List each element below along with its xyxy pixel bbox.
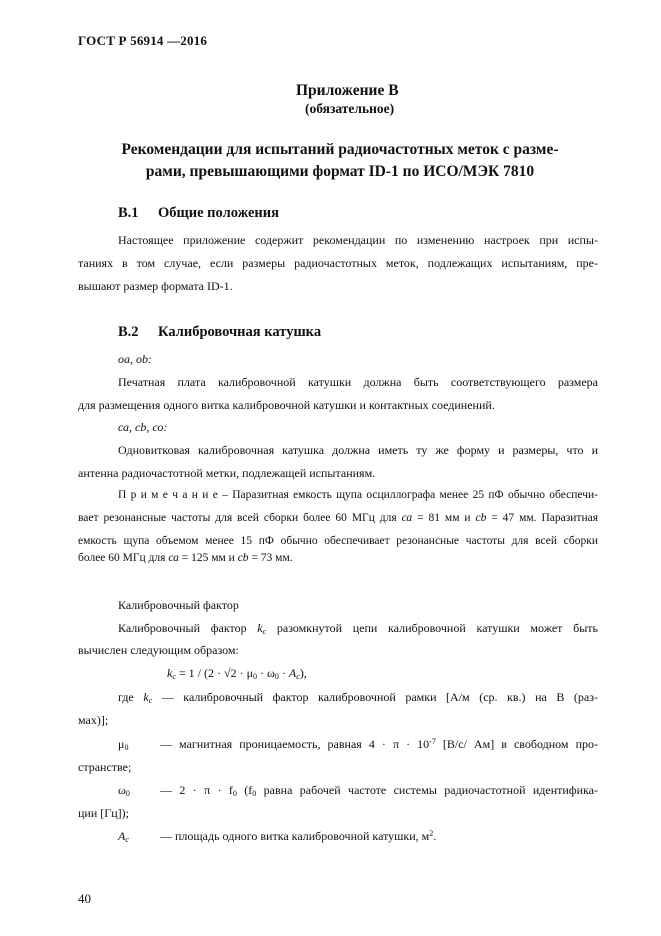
formula-kc: $k_c = 1 / (2 \cdot √2 \cdot \mu_0 \cdot \omega_0 \cdot A_c)$, [167, 666, 307, 681]
cal-line-2: вычислен следующим образом: [78, 643, 239, 657]
section-b1-heading [118, 205, 279, 222]
mu-definition-line-1: — магнитная проницаемость, равная $4 \cdot \pi \cdot 10^{-7}$ [В/с/ Ам] в свободном про- [160, 737, 599, 751]
section-title: Калибровочная катушка [158, 324, 322, 340]
note-line-3: емкость щупа объемом менее 15 пФ обычно обеспечивает резонансные частоты для всей сборки [78, 535, 598, 547]
document-header: ГОСТ Р 56914 —2016 [78, 33, 208, 48]
note-line-1: П р и м е ч а н и е – Паразитная емкость щупа осциллографа менее 25 пФ обычно обеспечи- [118, 489, 598, 501]
kc-definition-line-2: мах)]; [78, 713, 109, 727]
label-ca-cb-co: са, cb, со: [118, 420, 168, 434]
note-label: П р и м е ч а н и е [118, 489, 218, 501]
omega-definition-line-1: — $2 \cdot \pi \cdot f_0$ ($f_0$ равна рабочей частоте системы радиочастотной идентифика- [160, 783, 598, 798]
s1-line-2: таниях в том случае, если размеры радиочастотных меток, подлежащих испытаниям, пре- [78, 256, 598, 270]
ac-definition: — площадь одного витка калибровочной катушки, $м^2$. [160, 829, 437, 843]
main-title-line-2: рами, превышающими формат ID-1 по ИСО/МЭК 7810 [145, 163, 535, 180]
s2-p1-line-1: Печатная плата калибровочной катушки должна быть соответствующего размера [118, 375, 598, 389]
omega-symbol: $\omega_0$ [118, 783, 130, 798]
s2-p1-line-2: для размещения одного витка калибровочной катушки и контактных соединений. [78, 398, 495, 412]
note-line-4: более 60 МГц для са = 125 мм и cb = 73 мм. [78, 552, 293, 564]
main-title [60, 139, 620, 183]
ac-symbol: $A_c$ [118, 829, 129, 844]
note-line-2: вает резонансные частоты для всей сборки более 60 МГц для са = 81 мм и cb = 47 мм. Паразитная [78, 512, 598, 524]
main-title-line-1: Рекомендации для испытаний радиочастотных меток с разме- [121, 141, 559, 158]
appendix-subtitle: (обязательное) [305, 101, 395, 116]
label-oa-ob: оа, оb: [118, 352, 152, 366]
appendix-title: Приложение В [296, 82, 399, 99]
s1-line-3: вышают размер формата ID-1. [78, 279, 233, 293]
s1-line-1: Настоящее приложение содержит рекомендации по изменению настроек при испы- [118, 233, 598, 247]
s2-p2-line-2: антенна радиочастотной метки, подлежащей испытаниям. [78, 466, 376, 480]
kc-definition-line-1: где $k_c$ — калибровочный фактор калибровочной рамки [А/м (ср. кв.) на В (раз- [118, 690, 598, 705]
section-b2-heading [118, 324, 321, 341]
page-number: 40 [78, 891, 91, 906]
omega-definition-line-2: ции [Гц]); [78, 806, 129, 820]
section-number: В.2 [118, 324, 139, 340]
section-title: Общие положения [158, 205, 279, 221]
section-number: В.1 [118, 205, 139, 221]
cal-line-1: Калибровочный фактор $k_c$ разомкнутой цепи калибровочной катушки может быть [118, 621, 598, 636]
s2-p2-line-1: Одновитковая калибровочная катушка должна иметь ту же форму и размеры, что и [118, 443, 598, 457]
mu-symbol: $\mu_0$ [118, 737, 129, 752]
cal-heading: Калибровочный фактор [118, 598, 239, 612]
mu-definition-line-2: странстве; [78, 760, 132, 774]
